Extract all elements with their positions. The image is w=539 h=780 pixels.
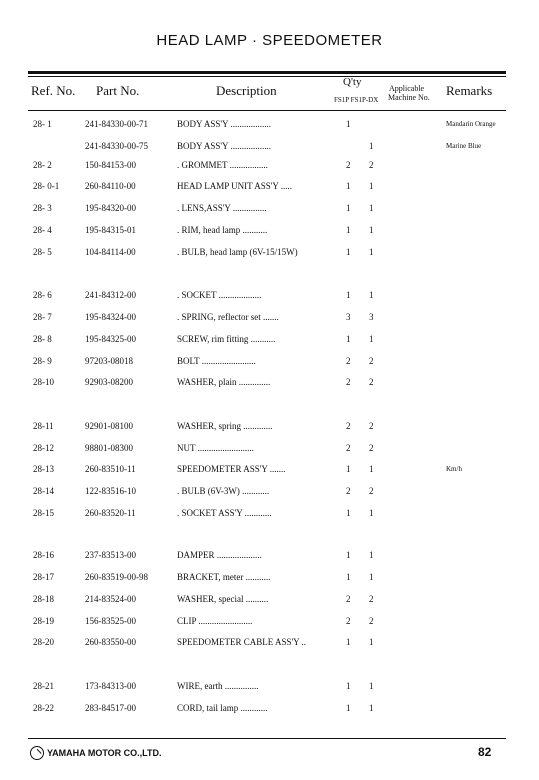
qty-fs1p-cell: 3 — [346, 312, 351, 322]
qty-fs1p-cell: 1 — [346, 703, 351, 713]
qty-fs1p-cell: 1 — [346, 550, 351, 560]
description-cell: BOLT ........................ — [177, 356, 256, 366]
ref-no-cell: 28-16 — [33, 550, 54, 560]
qty-fs1p-cell: 1 — [346, 203, 351, 213]
table-row — [0, 247, 539, 263]
header-rule-thin — [28, 76, 506, 77]
part-no-cell: 241-84330-00-71 — [85, 119, 148, 129]
remarks-cell: Km/h — [446, 465, 462, 473]
table-row — [0, 508, 539, 524]
page-number: 82 — [478, 745, 492, 759]
ref-no-cell: 28- 4 — [33, 225, 52, 235]
ref-no-cell: 28- 0-1 — [33, 181, 60, 191]
company-name: YAMAHA MOTOR CO.,LTD. — [47, 748, 162, 758]
qty-fs1p-cell: 1 — [346, 334, 351, 344]
ref-no-cell: 28- 5 — [33, 247, 52, 257]
qty-fs1p-cell: 2 — [346, 160, 351, 170]
table-row — [0, 443, 539, 459]
ref-no-cell: 28-20 — [33, 637, 54, 647]
qty-fs1p-cell: 2 — [346, 594, 351, 604]
ref-no-cell: 28- 7 — [33, 312, 52, 322]
table-row — [0, 203, 539, 219]
description-cell: BODY ASS'Y .................. — [177, 141, 271, 151]
ref-no-cell: 28-22 — [33, 703, 54, 713]
part-no-cell: 104-84114-00 — [85, 247, 136, 257]
ref-no-cell: 28-15 — [33, 508, 54, 518]
description-cell: WASHER, spring ............. — [177, 421, 273, 431]
header-machine-no: Machine No. — [388, 93, 430, 102]
qty-fs1p-cell: 1 — [346, 225, 351, 235]
qty-fs1p-dx-cell: 1 — [369, 703, 374, 713]
description-cell: DAMPER .................... — [177, 550, 262, 560]
remarks-cell: Marine Blue — [446, 142, 482, 150]
part-no-cell: 260-83510-11 — [85, 464, 136, 474]
description-cell: NUT ......................... — [177, 443, 254, 453]
part-no-cell: 195-84315-01 — [85, 225, 136, 235]
ref-no-cell: 28-19 — [33, 616, 54, 626]
description-cell: SPEEDOMETER CABLE ASS'Y .. — [177, 637, 307, 647]
qty-fs1p-dx-cell: 1 — [369, 203, 374, 213]
header-part-no: Part No. — [96, 83, 140, 98]
qty-fs1p-cell: 1 — [346, 119, 351, 129]
description-cell: HEAD LAMP UNIT ASS'Y ..... — [177, 181, 293, 191]
qty-fs1p-dx-cell: 2 — [369, 594, 374, 604]
header-description: Description — [216, 83, 277, 98]
description-cell: . SOCKET ASS'Y ............ — [177, 508, 272, 518]
company-logo — [30, 746, 162, 760]
ref-no-cell: 28-13 — [33, 464, 54, 474]
part-no-cell: 241-84312-00 — [85, 290, 136, 300]
qty-fs1p-cell: 2 — [346, 486, 351, 496]
part-no-cell: 92901-08100 — [85, 421, 133, 431]
description-cell: CLIP ........................ — [177, 616, 253, 626]
qty-fs1p-dx-cell: 1 — [369, 681, 374, 691]
part-no-cell: 195-84325-00 — [85, 334, 136, 344]
header-rule-thick — [28, 71, 506, 74]
table-row — [0, 637, 539, 653]
header-remarks: Remarks — [446, 83, 493, 98]
table-row — [0, 181, 539, 197]
part-no-cell: 260-83550-00 — [85, 637, 136, 647]
header-rule-bottom — [28, 110, 506, 111]
header-qty-models: FS1P FS1P-DX — [334, 96, 379, 104]
table-row — [0, 550, 539, 566]
part-no-cell: 156-83525-00 — [85, 616, 136, 626]
qty-fs1p-dx-cell: 1 — [369, 508, 374, 518]
part-no-cell: 260-84110-00 — [85, 181, 136, 191]
part-no-cell: 195-84324-00 — [85, 312, 136, 322]
qty-fs1p-cell: 2 — [346, 356, 351, 366]
qty-fs1p-dx-cell: 2 — [369, 616, 374, 626]
ref-no-cell: 28- 6 — [33, 290, 52, 300]
table-row — [0, 681, 539, 697]
qty-fs1p-dx-cell: 1 — [369, 225, 374, 235]
table-row — [0, 160, 539, 176]
qty-fs1p-cell: 1 — [346, 290, 351, 300]
description-cell: SCREW, rim fitting ........... — [177, 334, 276, 344]
description-cell: . SPRING, reflector set ....... — [177, 312, 279, 322]
qty-fs1p-dx-cell: 1 — [369, 334, 374, 344]
ref-no-cell: 28-18 — [33, 594, 54, 604]
qty-fs1p-dx-cell: 2 — [369, 421, 374, 431]
header-ref-no: Ref. No. — [31, 83, 76, 98]
footer-rule — [28, 738, 506, 739]
part-no-cell: 283-84517-00 — [85, 703, 136, 713]
table-row — [0, 703, 539, 719]
part-no-cell: 92903-08200 — [85, 377, 133, 387]
qty-fs1p-cell: 1 — [346, 508, 351, 518]
qty-fs1p-cell: 1 — [346, 181, 351, 191]
description-cell: CORD, tail lamp ............ — [177, 703, 268, 713]
ref-no-cell: 28-17 — [33, 572, 54, 582]
qty-fs1p-dx-cell: 1 — [369, 464, 374, 474]
ref-no-cell: 28- 9 — [33, 356, 52, 366]
header-qty: Q'ty — [343, 76, 362, 88]
description-cell: . LENS,ASS'Y ............... — [177, 203, 267, 213]
part-no-cell: 241-84330-00-75 — [85, 141, 148, 151]
description-cell: . BULB (6V-3W) ............ — [177, 486, 270, 496]
qty-fs1p-dx-cell: 1 — [369, 141, 374, 151]
description-cell: BODY ASS'Y .................. — [177, 119, 271, 129]
table-row — [0, 377, 539, 393]
part-no-cell: 195-84320-00 — [85, 203, 136, 213]
qty-fs1p-dx-cell: 1 — [369, 550, 374, 560]
ref-no-cell: 28-12 — [33, 443, 54, 453]
description-cell: . RIM, head lamp ........... — [177, 225, 268, 235]
ref-no-cell: 28-10 — [33, 377, 54, 387]
ref-no-cell: 28-11 — [33, 421, 54, 431]
table-row — [0, 464, 539, 480]
part-no-cell: 150-84153-00 — [85, 160, 136, 170]
page-title: HEAD LAMP · SPEEDOMETER — [156, 32, 383, 49]
qty-fs1p-cell: 2 — [346, 443, 351, 453]
qty-fs1p-cell: 2 — [346, 377, 351, 387]
description-cell: . GROMMET ................. — [177, 160, 268, 170]
table-row — [0, 119, 539, 135]
ref-no-cell: 28- 1 — [33, 119, 52, 129]
ref-no-cell: 28-14 — [33, 486, 54, 496]
table-row — [0, 421, 539, 437]
qty-fs1p-dx-cell: 2 — [369, 486, 374, 496]
part-no-cell: 173-84313-00 — [85, 681, 136, 691]
qty-fs1p-cell: 2 — [346, 616, 351, 626]
description-cell: . BULB, head lamp (6V-15/15W) — [177, 247, 298, 257]
table-row — [0, 572, 539, 588]
qty-fs1p-cell: 2 — [346, 421, 351, 431]
qty-fs1p-dx-cell: 2 — [369, 356, 374, 366]
description-cell: WASHER, plain .............. — [177, 377, 271, 387]
part-no-cell: 260-83519-00-98 — [85, 572, 148, 582]
description-cell: SPEEDOMETER ASS'Y ....... — [177, 464, 286, 474]
description-cell: WASHER, special .......... — [177, 594, 269, 604]
ref-no-cell: 28-21 — [33, 681, 54, 691]
qty-fs1p-dx-cell: 1 — [369, 247, 374, 257]
qty-fs1p-dx-cell: 1 — [369, 181, 374, 191]
table-row — [0, 594, 539, 610]
qty-fs1p-dx-cell: 3 — [369, 312, 374, 322]
table-row — [0, 225, 539, 241]
yamaha-logo-icon — [30, 746, 44, 760]
table-row — [0, 486, 539, 502]
table-row — [0, 356, 539, 372]
remarks-cell: Mandarin Orange — [446, 120, 496, 128]
table-row — [0, 312, 539, 328]
qty-fs1p-cell: 1 — [346, 247, 351, 257]
description-cell: . SOCKET ................... — [177, 290, 262, 300]
description-cell: BRACKET, meter ........... — [177, 572, 271, 582]
table-row — [0, 290, 539, 306]
qty-fs1p-dx-cell: 2 — [369, 443, 374, 453]
qty-fs1p-dx-cell: 2 — [369, 160, 374, 170]
qty-fs1p-dx-cell: 2 — [369, 377, 374, 387]
part-no-cell: 214-83524-00 — [85, 594, 136, 604]
qty-fs1p-cell: 1 — [346, 681, 351, 691]
qty-fs1p-dx-cell: 1 — [369, 290, 374, 300]
qty-fs1p-dx-cell: 1 — [369, 572, 374, 582]
ref-no-cell: 28- 2 — [33, 160, 52, 170]
table-row — [0, 334, 539, 350]
qty-fs1p-dx-cell: 1 — [369, 637, 374, 647]
part-no-cell: 122-83516-10 — [85, 486, 136, 496]
part-no-cell: 98801-08300 — [85, 443, 133, 453]
header-applicable: Applicable — [389, 84, 425, 93]
qty-fs1p-cell: 1 — [346, 572, 351, 582]
ref-no-cell: 28- 8 — [33, 334, 52, 344]
part-no-cell: 237-83513-00 — [85, 550, 136, 560]
table-row — [0, 141, 539, 157]
ref-no-cell: 28- 3 — [33, 203, 52, 213]
qty-fs1p-cell: 1 — [346, 637, 351, 647]
part-no-cell: 260-83520-11 — [85, 508, 136, 518]
part-no-cell: 97203-08018 — [85, 356, 133, 366]
table-row — [0, 616, 539, 632]
description-cell: WIRE, earth ............... — [177, 681, 259, 691]
qty-fs1p-cell: 1 — [346, 464, 351, 474]
